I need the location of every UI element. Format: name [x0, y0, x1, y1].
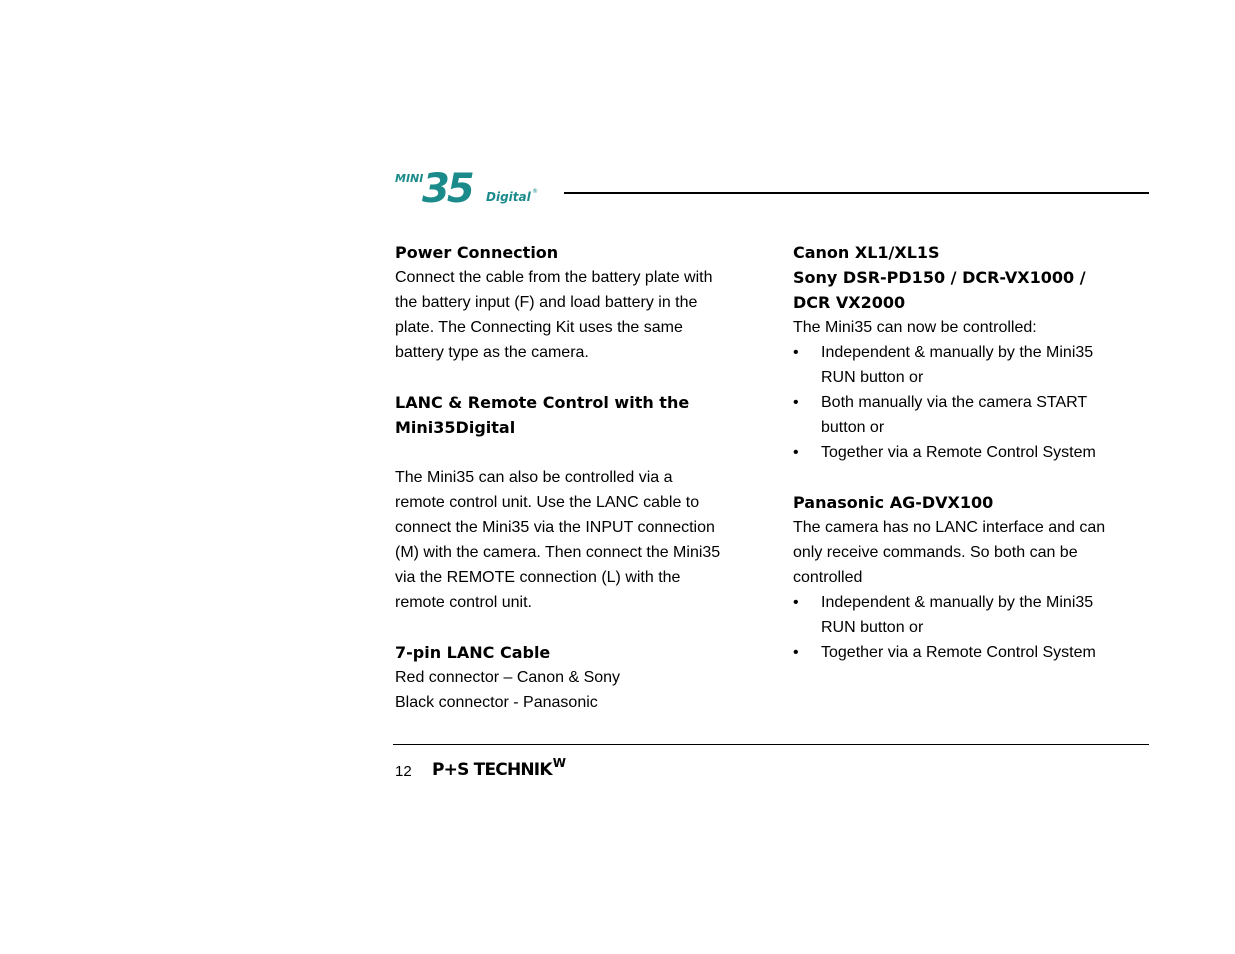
- footer-rule: [393, 744, 1149, 745]
- panasonic-heading: Panasonic AG-DVX100: [793, 493, 994, 512]
- list-item: [793, 640, 1153, 665]
- list-item-line: RUN button or: [821, 369, 924, 386]
- header-rule: [564, 192, 1149, 194]
- panasonic-line: The camera has no LANC interface and can: [793, 519, 1106, 536]
- bullet-glyph: •: [793, 394, 799, 411]
- list-item-line: Together via a Remote Control System: [821, 444, 1096, 461]
- bullet-glyph: •: [793, 444, 799, 461]
- power-line: battery type as the camera.: [395, 344, 589, 361]
- lanc-line: via the REMOTE connection (L) with the: [395, 569, 681, 586]
- lanc-line: (M) with the camera. Then connect the Mini35: [395, 544, 721, 561]
- list-item-line: Independent & manually by the Mini35: [821, 344, 1094, 361]
- power-line: the battery input (F) and load battery in the: [395, 294, 698, 311]
- logo-digital-text: Digital: [486, 190, 531, 204]
- list-item-line: Together via a Remote Control System: [821, 644, 1096, 661]
- lanc-line: remote control unit.: [395, 594, 532, 611]
- cable-line: Black connector - Panasonic: [395, 694, 598, 711]
- logo-mini-text: MINI: [395, 172, 424, 185]
- list-item-line: Both manually via the camera START: [821, 394, 1088, 411]
- logo-registered-mark: ®: [532, 188, 538, 195]
- brand-name: P+S TECHNIK: [432, 760, 552, 780]
- lanc-line: The Mini35 can also be controlled via a: [395, 469, 673, 486]
- bullet-glyph: •: [793, 644, 799, 661]
- canon-heading-line1: Canon XL1/XL1S: [793, 243, 940, 262]
- logo-35-text: 35: [422, 168, 472, 208]
- lanc-line: remote control unit. Use the LANC cable to: [395, 494, 700, 511]
- list-item-line: button or: [821, 419, 885, 436]
- panasonic-line: controlled: [793, 569, 863, 586]
- mini35-digital-logo: [394, 168, 544, 208]
- list-item: [793, 590, 1153, 640]
- panasonic-bullet-list: [793, 590, 1153, 665]
- lanc-line: connect the Mini35 via the INPUT connection: [395, 519, 715, 536]
- spacer: [395, 440, 755, 465]
- bullet-glyph: •: [793, 594, 799, 611]
- ps-technik-logo: [432, 756, 566, 780]
- lanc-cable-heading: 7-pin LANC Cable: [395, 643, 551, 662]
- canon-intro: The Mini35 can now be controlled:: [793, 319, 1037, 336]
- panasonic-line: only receive commands. So both can be: [793, 544, 1078, 561]
- canon-heading-line2: Sony DSR-PD150 / DCR-VX1000 /: [793, 268, 1086, 287]
- lanc-heading-line2: Mini35Digital: [395, 418, 516, 437]
- cable-line: Red connector – Canon & Sony: [395, 669, 621, 686]
- list-item: [793, 340, 1153, 390]
- canon-heading-line3: DCR VX2000: [793, 293, 906, 312]
- page-number: 12: [395, 763, 412, 780]
- lanc-heading-line1: LANC & Remote Control with the: [395, 393, 690, 412]
- list-item-line: Independent & manually by the Mini35: [821, 594, 1094, 611]
- logo-graphic: [394, 168, 544, 208]
- spacer: [793, 465, 1153, 490]
- power-line: plate. The Connecting Kit uses the same: [395, 319, 683, 336]
- power-line: Connect the cable from the battery plate with: [395, 269, 713, 286]
- canon-bullet-list: [793, 340, 1153, 465]
- brand-mark-icon: W: [552, 756, 566, 770]
- list-item-line: RUN button or: [821, 619, 924, 636]
- left-column: [395, 240, 755, 715]
- right-column: [793, 240, 1153, 665]
- power-connection-heading: Power Connection: [395, 243, 559, 262]
- list-item: [793, 440, 1153, 465]
- bullet-glyph: •: [793, 344, 799, 361]
- list-item: [793, 390, 1153, 440]
- spacer: [395, 615, 755, 640]
- spacer: [395, 365, 755, 390]
